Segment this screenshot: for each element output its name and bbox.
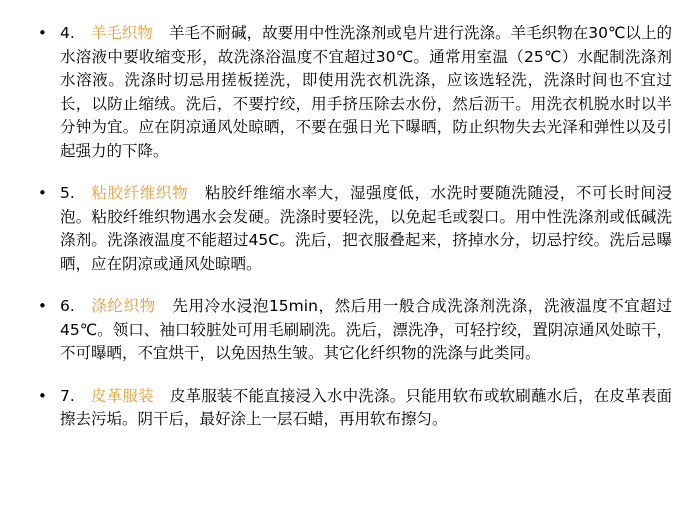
- bullet-text: [60, 295, 672, 366]
- bullet-text: [60, 385, 672, 432]
- item-body: 粘胶纤维缩水率大，湿强度低，水洗时要随洗随浸，不可长时间浸泡。粘胶纤维织物遇水会发硬。洗涤时要轻洗，以免起毛或裂口。用中性洗涤剂或低碱洗涤剂。洗涤液温度不能超过45C。洗后，把衣服叠起来，挤掉水分，切忌拧绞。洗后忌曝晒，应在阴凉或通风处晾晒。: [60, 184, 672, 273]
- list-item: [34, 22, 672, 163]
- bullet-text: [60, 182, 672, 276]
- item-number: 7.: [60, 386, 75, 405]
- item-term: 粘胶纤维织物: [90, 184, 189, 202]
- item-number: 5.: [60, 184, 75, 202]
- item-body: 羊毛不耐碱，故要用中性洗涤剂或皂片进行洗涤。羊毛织物在30℃以上的水溶液中要收缩变形，故洗涤浴温度不宜超过30℃。通常用室温（25℃）水配制洗涤剂水溶液。洗涤时切忌用搓板搓洗，即使用洗衣机洗涤，应该选轻洗，洗涤时间也不宜过长，以防止缩绒。洗后，不要拧绞，用手挤压除去水份，然后沥干。用洗衣机脱水时以半分钟为宜。应在阴凉通风处晾晒，不要在强日光下曝晒，防止织物失去光泽和弹性以及引起强力的下降。: [60, 24, 672, 160]
- list-item: [34, 385, 672, 432]
- item-number: 4.: [60, 24, 75, 42]
- bullet-marker: •: [38, 184, 47, 202]
- bullet-marker: •: [38, 386, 47, 405]
- item-term: 皮革服装: [90, 386, 154, 405]
- item-term: 涤纶织物: [90, 297, 156, 315]
- item-body: 皮革服装不能直接浸入水中洗涤。只能用软布或软刷蘸水后，在皮革表面擦去污垢。阴干后，最好涂上一层石蜡，再用软布擦匀。: [60, 386, 672, 428]
- item-number: 6.: [60, 297, 75, 315]
- bullet-marker: •: [38, 24, 47, 42]
- item-body: 先用冷水浸泡15min，然后用一般合成洗涤剂洗涤，洗液温度不宜超过45℃。领口、袖口较脏处可用毛刷刷洗。洗后，漂洗净，可轻拧绞，置阴凉通风处晾干，不可曝晒，不宜烘干，以免因热生皱。其它化纤织物的洗涤与此类同。: [60, 297, 672, 362]
- list-item: [34, 182, 672, 276]
- bullet-text: [60, 22, 672, 163]
- item-term: 羊毛织物: [90, 24, 153, 42]
- bullet-marker: •: [38, 297, 47, 315]
- list-item: [34, 295, 672, 366]
